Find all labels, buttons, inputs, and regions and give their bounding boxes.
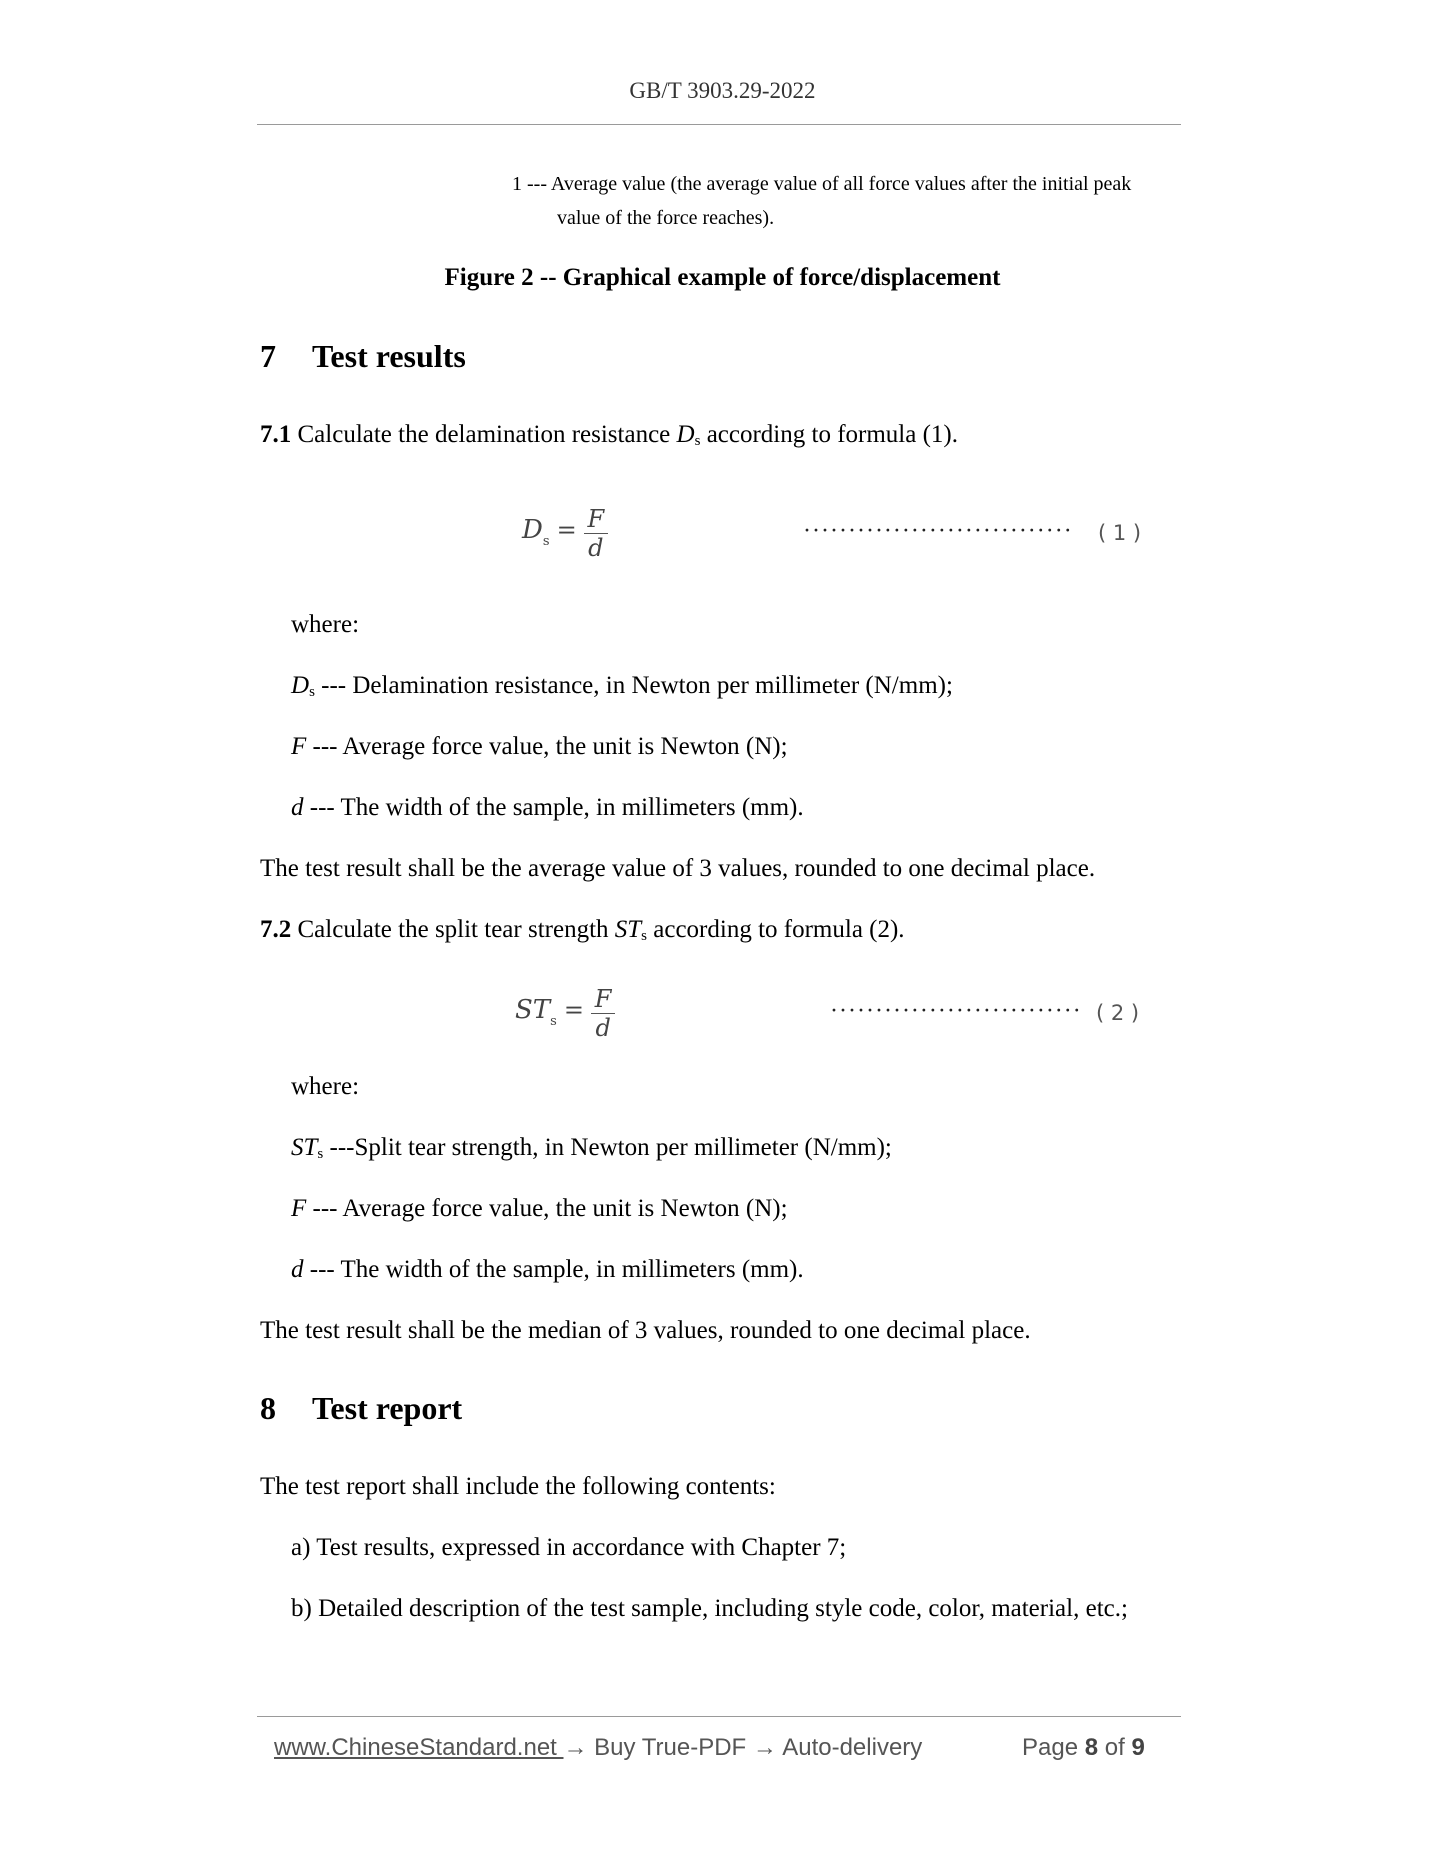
clause-text-end: according to formula (1). — [700, 421, 958, 448]
leader-dots: ···························· — [830, 998, 1082, 1024]
clause-text: Calculate the split tear strength — [291, 916, 615, 943]
section-title: Test results — [312, 338, 466, 374]
clause-number: 7.1 — [260, 421, 292, 448]
where-label: where: — [291, 1073, 360, 1100]
fraction — [584, 506, 608, 561]
symbol: ST — [614, 916, 642, 943]
section-number: 7 — [260, 338, 276, 374]
formula-lhs: $D_s$ — [522, 515, 550, 549]
formula-lhs: $ST_s$ — [515, 995, 557, 1029]
footer-promo — [274, 1734, 922, 1762]
clause-7-1 — [260, 420, 958, 456]
figure-legend-line2: value of the force reaches). — [557, 207, 775, 229]
equation-number: ( 1 ) — [1098, 521, 1142, 545]
clause-number: 7.2 — [260, 916, 292, 943]
clause-7-2 — [260, 915, 905, 951]
arrow-right-icon: → — [752, 1734, 777, 1761]
definition-sts: $ST_s$ ---Split tear strength, in Newton per millimeter (N/mm); — [291, 1134, 892, 1162]
page-total: 9 — [1131, 1734, 1145, 1761]
clause-text: Calculate the delamination resistance — [291, 421, 677, 448]
section-number: 8 — [260, 1390, 276, 1426]
report-item-b: b) Detailed description of the test sample, including style code, color, material, etc.; — [291, 1595, 1128, 1622]
page-current: 8 — [1084, 1734, 1099, 1761]
formula-1 — [522, 506, 608, 561]
section-8-heading — [260, 1390, 462, 1427]
result-statement-2: The test result shall be the median of 3 values, rounded to one decimal place. — [260, 1317, 1031, 1344]
header-rule — [257, 124, 1181, 125]
auto-delivery-text: Auto-delivery — [776, 1734, 923, 1761]
definition-d: d --- The width of the sample, in millimeters (mm). — [291, 794, 804, 821]
numerator: F — [594, 985, 612, 1013]
arrow-right-icon: → — [563, 1734, 588, 1761]
report-intro: The test report shall include the following contents: — [260, 1473, 776, 1500]
symbol-subscript: s — [694, 433, 701, 449]
clause-text-end: according to formula (2). — [647, 916, 905, 943]
page-of: of — [1104, 1734, 1125, 1761]
fraction — [591, 986, 615, 1041]
denominator: d — [588, 534, 604, 562]
equals-sign: = — [563, 996, 585, 1024]
page-indicator — [1022, 1734, 1145, 1762]
footer-rule — [257, 1716, 1181, 1717]
figure-caption: Figure 2 -- Graphical example of force/displacement — [444, 264, 1001, 291]
denominator: d — [595, 1014, 611, 1042]
result-statement-1: The test result shall be the average value of 3 values, rounded to one decimal place. — [260, 855, 1096, 882]
symbol-subscript: s — [641, 928, 648, 944]
page-label: Page — [1022, 1734, 1079, 1761]
figure-legend-line1: 1 --- Average value (the average value of all force values after the initial peak — [512, 173, 1132, 195]
definition-f: F --- Average force value, the unit is Newton (N); — [291, 733, 788, 760]
symbol: D — [676, 421, 695, 448]
equals-sign: = — [556, 516, 577, 544]
section-title: Test report — [312, 1390, 463, 1426]
leader-dots: ······························ — [803, 518, 1073, 544]
running-header: GB/T 3903.29-2022 — [629, 78, 816, 103]
numerator: F — [587, 505, 605, 533]
definition-d: d --- The width of the sample, in millimeters (mm). — [291, 1256, 804, 1283]
definition-f: F --- Average force value, the unit is Newton (N); — [291, 1195, 788, 1222]
definition-ds: $D_s$ --- Delamination resistance, in Newton per millimeter (N/mm); — [291, 672, 953, 700]
formula-2 — [515, 986, 615, 1041]
equation-number: ( 2 ) — [1096, 1001, 1140, 1025]
report-item-a: a) Test results, expressed in accordance with Chapter 7; — [291, 1534, 847, 1561]
buy-pdf-text: Buy True-PDF — [587, 1734, 753, 1761]
section-7-heading — [260, 338, 466, 375]
website-link[interactable]: www.ChineseStandard.net — [274, 1734, 564, 1761]
where-label: where: — [291, 611, 360, 638]
